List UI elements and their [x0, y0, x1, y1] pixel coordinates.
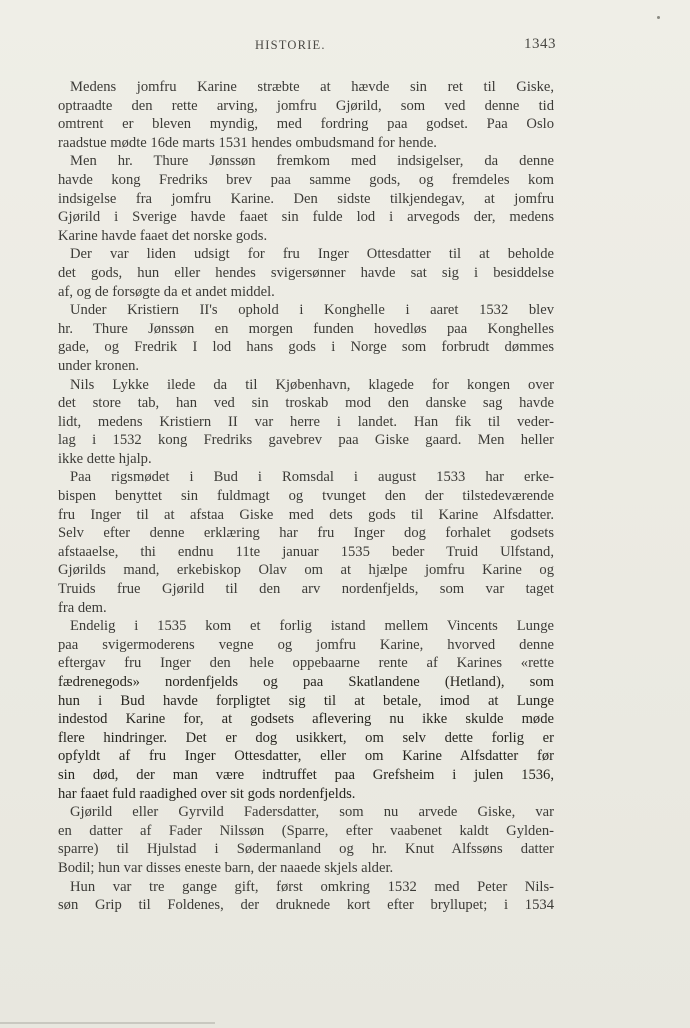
text-line: Selv efter denne erklæring har fru Inger dog forhalet godsets	[58, 525, 554, 542]
text-line: raadstue mødte 16de marts 1531 hendes ombudsmand for hende.	[58, 134, 437, 151]
text-line: hr. Thure Jønssøn en morgen funden hovedløs paa Konghelles	[58, 320, 554, 337]
page-header	[58, 38, 556, 58]
text-line: en datter af Fader Nilssøn (Sparre, efter vaabenet kaldt Gylden-	[58, 822, 554, 839]
text-line: omtrent er bleven myndig, med fordring paa godset. Paa Oslo	[58, 116, 554, 133]
running-head: HISTORIE.	[255, 38, 326, 52]
text-line: gade, og Fredrik I lod hans gods i Norge som forbrudt dømmes	[58, 339, 554, 356]
text-line: lag i 1532 kong Fredriks gavebrev paa Giske gaard. Men heller	[58, 432, 554, 449]
text-line: Nils Lykke ilede da til Kjøbenhavn, klagede for kongen over	[70, 376, 554, 393]
text-line: det store tab, han ved sin troskab mod den danske sag havde	[58, 395, 554, 412]
page-number: 1343	[524, 36, 556, 52]
text-line: indsigelse fra jomfru Karine. Den sidste tilkjendegav, at jomfru	[58, 190, 554, 207]
text-line: Gjørild eller Gyrvild Fadersdatter, som nu arvede Giske, var	[70, 804, 554, 821]
text-line: Der var liden udsigt for fru Inger Ottesdatter til at beholde	[70, 246, 554, 263]
text-line: under kronen.	[58, 357, 140, 374]
text-line: fædrenegods» nordenfjelds og paa Skatlandene (Hetland), som	[58, 674, 554, 690]
text-line: opfyldt af fru Inger Ottesdatter, eller om Karine Alfsdatter før	[58, 748, 554, 765]
text-line: søn Grip til Foldenes, der druknede kort efter bryllupet; i 1534	[58, 897, 554, 914]
text-line: Truids frue Gjørild til den arv nordenfjelds, som var taget	[58, 581, 554, 598]
text-line: eftergav fru Inger den hele oppebaarne rente af Karines «rette	[58, 655, 554, 672]
text-line: af, og de forsøgte da et andet middel.	[58, 283, 275, 300]
text-line: Gjørild i Sverige havde faaet sin fulde lod i arvegods der, medens	[58, 209, 554, 226]
text-line: optraadte den rette arving, jomfru Gjørild, som ved denne tid	[58, 97, 554, 114]
text-line: paa svigermoderens vegne og jomfru Karine, hvorved denne	[58, 636, 554, 653]
text-line: det gods, hun eller hendes svigersønner havde sat sig i besiddelse	[58, 264, 554, 281]
text-line: Endelig i 1535 kom et forlig istand mellem Vincents Lunge	[70, 618, 554, 635]
paper-fleck	[657, 16, 660, 19]
text-line: afstaaelse, thi endnu 11te januar 1535 beder Truid Ulfstand,	[58, 543, 554, 560]
text-line: har faaet fuld raadighed over sit gods nordenfjelds.	[58, 785, 356, 802]
text-line: fra dem.	[58, 599, 107, 616]
text-line: flere hindringer. Det er dog usikkert, om selv dette forlig er	[58, 729, 554, 746]
text-line: fru Inger til at afstaa Giske med dets gods til Karine Alfsdatter.	[58, 506, 554, 523]
text-line: ikke dette hjalp.	[58, 450, 152, 467]
text-line: hun i Bud havde forpligtet sig til at betale, imod at Lunge	[58, 692, 554, 709]
text-line: Karine havde faaet det norske gods.	[58, 227, 268, 244]
text-line: havde kong Fredriks brev paa samme gods, og fremdeles kom	[58, 171, 554, 188]
body-text	[58, 78, 554, 915]
text-line: sparre) til Hjulstad i Sødermanland og hr. Knut Alfssøns datter	[58, 841, 554, 858]
text-line: Gjørilds mand, erkebiskop Olav om at hjælpe jomfru Karine og	[58, 562, 554, 579]
text-line: sin død, der man være indtruffet paa Grefsheim i julen 1536,	[58, 766, 554, 783]
text-line: Hun var tre gange gift, først omkring 1532 med Peter Nils-	[70, 878, 554, 895]
text-line: lidt, medens Kristiern II var herre i landet. Han fik til veder-	[58, 413, 554, 430]
text-line: Bodil; hun var disses eneste barn, der naaede skjels alder.	[58, 859, 394, 876]
text-line: Men hr. Thure Jønssøn fremkom med indsigelser, da denne	[70, 153, 554, 170]
page-edge-mark	[0, 1022, 215, 1024]
text-line: Paa rigsmødet i Bud i Romsdal i august 1533 har erke-	[70, 469, 554, 486]
text-line: Medens jomfru Karine stræbte at hævde sin ret til Giske,	[70, 79, 554, 95]
text-line: Under Kristiern II's ophold i Konghelle i aaret 1532 blev	[70, 302, 554, 319]
text-line: bispen benyttet sin fuldmagt og tvunget den der tilstedeværende	[58, 488, 554, 505]
text-line: indestod Karine for, at godsets aflevering nu ikke skulde møde	[58, 711, 554, 728]
